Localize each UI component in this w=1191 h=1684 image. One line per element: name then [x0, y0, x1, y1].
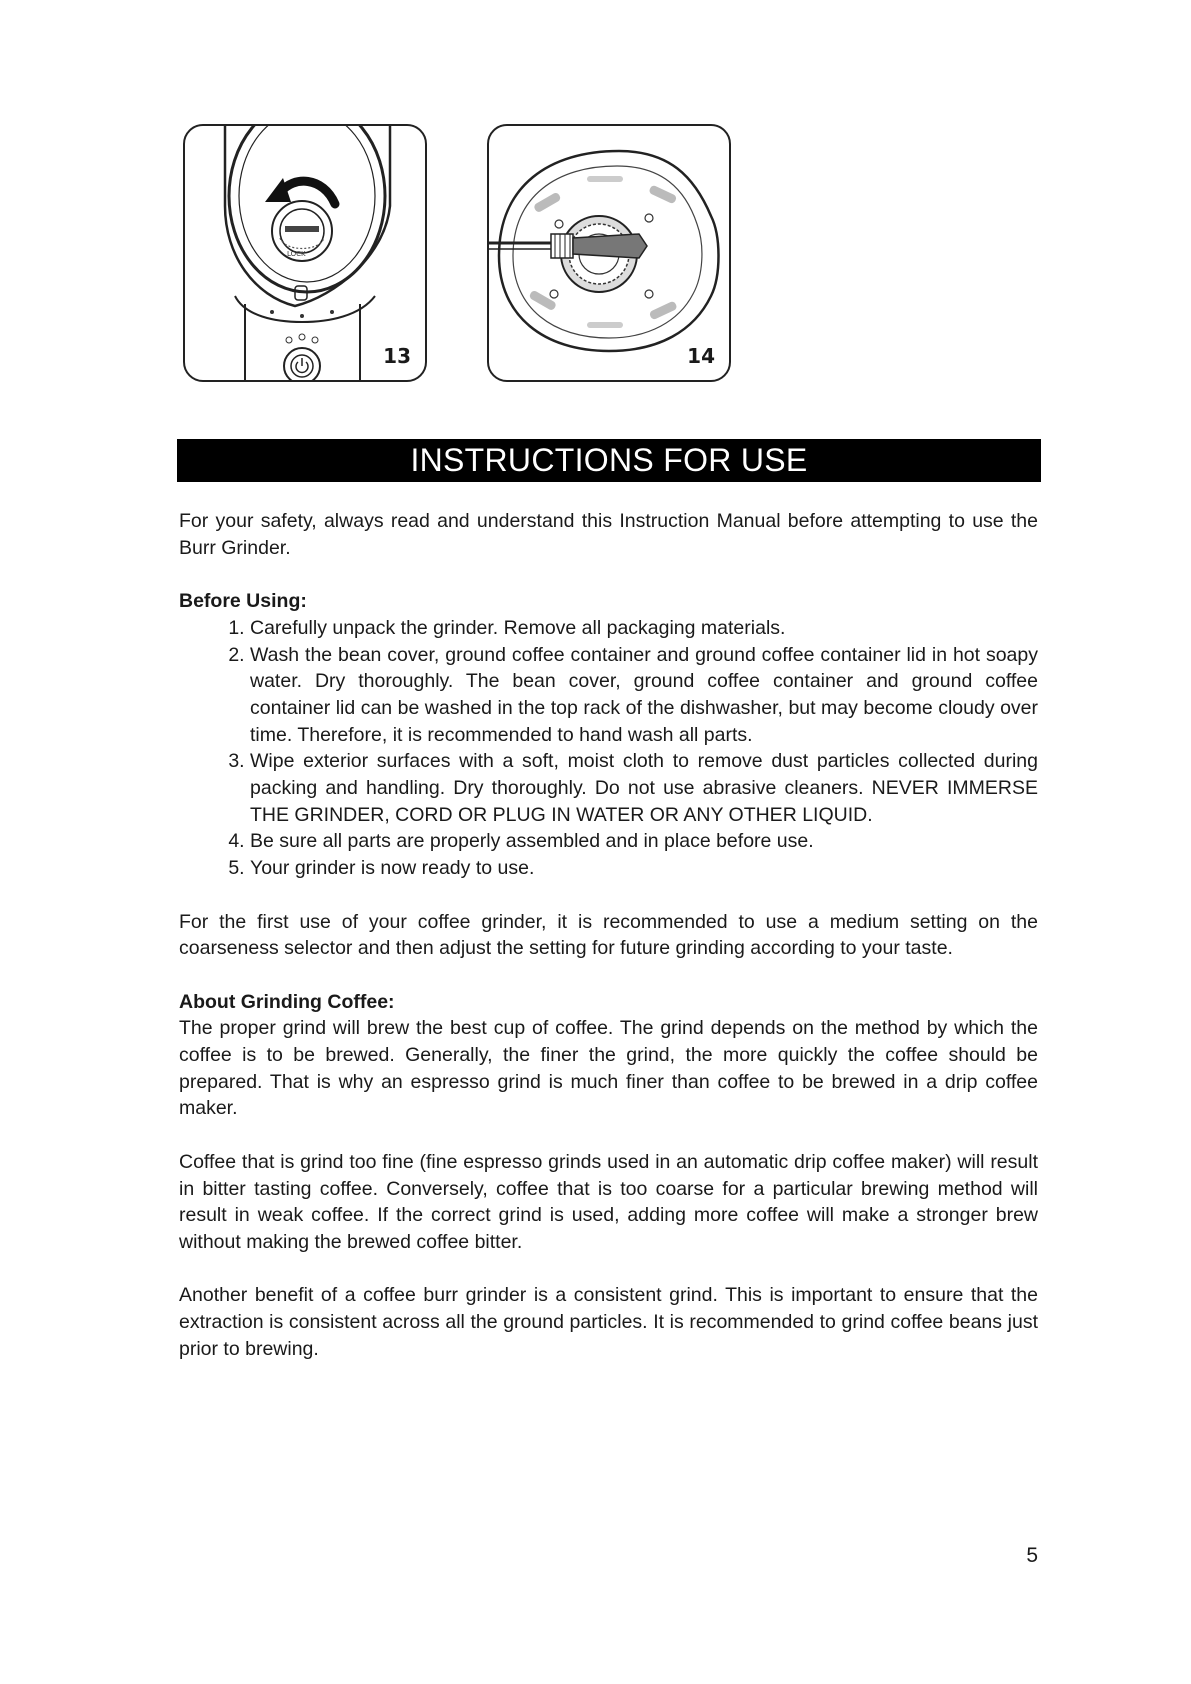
about-grinding-heading: About Grinding Coffee:	[179, 990, 395, 1013]
figure-14	[487, 124, 731, 382]
about-grinding-paragraph: Another benefit of a coffee burr grinder is a consistent grind. This is important to ensure that the extraction is consistent across all the ground particles. It is recommended to grind coffee beans just prior to brewing.	[179, 1284, 1038, 1360]
list-item: 4. Be sure all parts are properly assembled and in place before use.	[250, 828, 1038, 855]
first-use-paragraph: For the first use of your coffee grinder, it is recommended to use a medium setting on the coarseness selector and then adjust the setting for future grinding according to your taste.	[179, 910, 1038, 960]
list-item: 3. Wipe exterior surfaces with a soft, moist cloth to remove dust particles collected during packing and handling. Dry thoroughly. Do not use abrasive cleaners. NEVER IMMERSE THE GRINDER, CORD OR PLUG IN WATER OR ANY OTHER LIQUID.	[250, 748, 1038, 828]
before-using-heading: Before Using:	[179, 590, 307, 613]
instructions-body	[179, 508, 1038, 1389]
list-item: 2. Wash the bean cover, ground coffee container and ground coffee container lid in hot soapy water. Dry thoroughly. The bean cover, ground coffee container and ground coffee container lid can be washed in the top rack of the dishwasher, but may become cloudy over time. Therefore, it is recommended to hand wash all parts.	[250, 642, 1038, 749]
about-grinding-paragraph: The proper grind will brew the best cup of coffee. The grind depends on the method by which the coffee is to be brewed. Generally, the finer the grind, the more quickly the coffee should be prepared. That is why an espresso grind is much finer than coffee to be brewed in a drip coffee maker.	[179, 1017, 1038, 1120]
burr-grinder-top-view-icon	[185, 126, 425, 380]
figure-13	[183, 124, 427, 382]
figure-number: 13	[383, 344, 411, 368]
page-number: 5	[1026, 1544, 1038, 1567]
section-title-banner: INSTRUCTIONS FOR USE	[177, 439, 1041, 482]
burr-cleaning-brush-icon	[489, 126, 729, 380]
svg-text:LOCK: LOCK	[287, 250, 306, 258]
intro-paragraph: For your safety, always read and understand this Instruction Manual before attempting to use the Burr Grinder.	[179, 510, 1038, 559]
before-using-list	[179, 615, 1038, 882]
list-item: 5. Your grinder is now ready to use.	[250, 855, 1038, 882]
about-grinding-paragraph: Coffee that is grind too fine (fine espresso grinds used in an automatic drip coffee maker) will result in bitter tasting coffee. Conversely, coffee that is too coarse for a particular brewing method will result in weak coffee. If the correct grind is used, adding more coffee will make a stronger brew without making the brewed coffee bitter.	[179, 1150, 1038, 1253]
list-item: 1. Carefully unpack the grinder. Remove all packaging materials.	[250, 615, 1038, 642]
figure-number: 14	[687, 344, 715, 368]
